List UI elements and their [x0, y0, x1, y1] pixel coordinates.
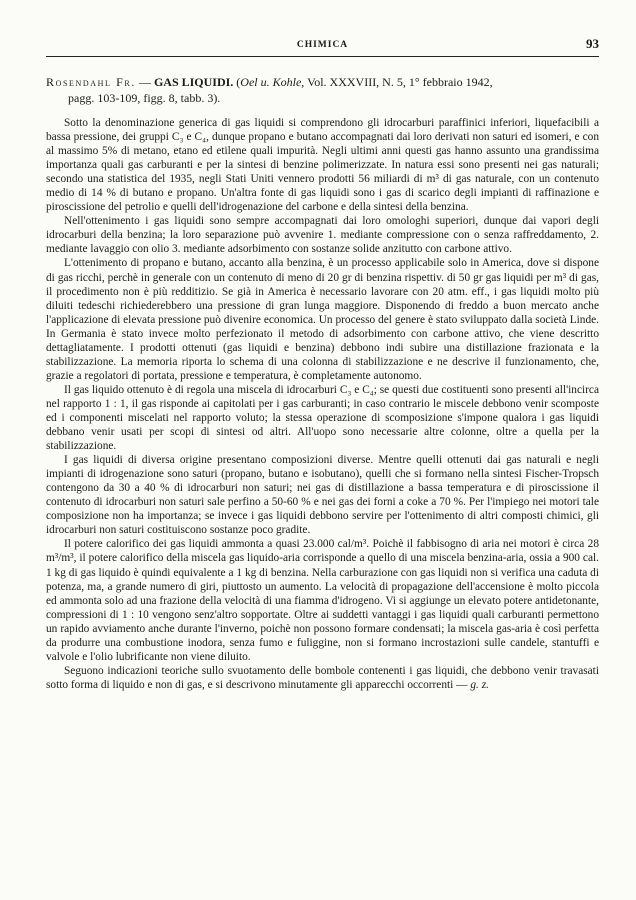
citation-source-open: ( — [233, 75, 241, 89]
citation-title: GAS LIQUIDI. — [153, 75, 234, 89]
paragraph-mixture: Il gas liquido ottenuto è di regola una miscela di idrocarburi C₃ e C₄; se questi due costituenti sono presenti all'incirca nel rapporto 1 : 1, il gas risponde ai capitolati per i gas carburanti; in caso contrario le miscele debbono venir scomposte ed i componenti miscelati nel rapporto voluto; la stessa operazione di scomposizione s'impone qualora i gas liquidi debbano venir usati per scopi di sintesi od altri. All'uopo sono necessarie altre colonne, oltre a quella per la stabilizzazione. — [46, 383, 599, 453]
author-initials: g. z. — [470, 678, 489, 691]
paragraph-production: L'ottenimento di propano e butano, accanto alla benzina, è un processo applicabile solo in America, dove si dispone di gas ricchi, perchè in generale con un contenuto di meno di 20 gr di benzina rispettiv. di 50 gr gas liquidi per m³ di gas, il procedimento non è più redditizio. Se già in America è necessario lavorare con 20 atm. eff., i gas liquidi molto più diluiti tedeschi richiederebbero una pressione di gran lunga maggiore. Disponendo di freddo a buon mercato anche l'applicazione di elevata pressione può divenire economica. Un processo del genere è stato sviluppato dalla società Linde. In Germania è stato invece molto perfezionato il metodo di adsorbimento con carbone attivo, che viene descritto dettagliatamente. I prodotti ottenuti (gas liquidi e benzina) debbono indi subire una distillazione frazionata e la stabilizzazione. La memoria riporta lo schema di una colonna di stabilizzazione e ne descrive il funzionamento, che, grazie a regolatori di portata, pressione e temperatura, è completamente autonomo. — [46, 257, 599, 382]
article-body — [46, 116, 599, 692]
citation-pages: pagg. 103-109, figg. 8, tabb. 3). — [68, 91, 221, 105]
paragraph-calorific-value: Il potere calorifico dei gas liquidi ammonta a quasi 23.000 cal/m³. Poichè il fabbisogno di aria nei motori è circa 28 m³/m³, il potere calorifico della miscela gas liquido-aria corrisponde a quello di una miscela benzina-aria, ossia a 900 cal. 1 kg di gas liquido è quindi equivalente a 1 kg di benzina. Nella carburazione con gas liquidi non si verifica una caduta di potenza, ma, a grande numero di giri, piuttosto un aumento. La velocità di propagazione dell'accensione è molto piccola ed ammonta solo ad una frazione della velocità di una fiamma d'idrogeno. Vi si aggiunge un elevato potere antidetonante, compressioni di 1 : 10 vengono senz'altro sopportate. Oltre ai suddetti vantaggi i gas liquidi quali carburanti permettono un rapido avviamento anche durante l'inverno, poichè non possono formare condensati; la miscela gas-aria è così perfetta da produrre una combustione inodora, senza fumo e fuliggine, non si formano incrostazioni sulle candele, stantuffi e valvole e l'olio lubrificante non viene diluito. — [46, 538, 599, 663]
page-number: 93 — [586, 36, 599, 51]
citation-author: Rosendahl Fr. — [46, 75, 136, 89]
closing-text: Seguono indicazioni teoriche sullo svuotamento delle bombole contenenti i gas liquidi, che debbono venir travasati sotto forma di liquido e non di gas, e si descrivono minutamente gli apparecchi occorrenti — — [46, 664, 599, 691]
citation-journal: Oel u. Kohle — [240, 75, 302, 89]
bibliographic-citation — [46, 74, 599, 106]
section-title: CHIMICA — [296, 40, 349, 50]
running-head — [46, 36, 599, 57]
citation-source-details: , Vol. XXXVIII, N. 5, 1° febbraio 1942, — [301, 75, 493, 89]
paragraph-composition: I gas liquidi di diversa origine presentano composizioni diverse. Mentre quelli ottenuti dai gas naturali e negli impianti di idrogenazione sono saturi (propano, butano e isobutano), quelli che si formano nella sintesi Fischer-Tropsch contengono da 30 a 40 % di idrocarburi non saturi; nei gas di distillazione a bassa temperatura e di piroscissione il contenuto di idrocarburi non saturi sale perfino a 50-60 % e nei gas dei forni a coke a 70 %. Per l'impiego nei motori tale composizione non ha importanza; se invece i gas liquidi debbono servire per l'ottenimento di altri composti chimici, gli idrocarburi non saturi costituiscono sostanze poco gradite. — [46, 454, 599, 537]
paragraph-separation: Nell'ottenimento i gas liquidi sono sempre accompagnati dai loro omologhi superiori, dunque dai vapori degli idrocarburi della benzina; la loro separazione può avvenire 1. mediante compressione con o senza raffreddamento, 2. mediante lavaggio con olio 3. mediante adsorbimento con sostanze solide anzitutto con carbone attivo. — [46, 215, 599, 256]
paragraph-definition: Sotto la denominazione generica di gas liquidi si comprendono gli idrocarburi paraffinici inferiori, liquefacibili a bassa pressione, dei gruppi C₃ e C₄, dunque propano e butano accompagnati dai loro derivati non saturi ed isomeri, e con al massimo 5% di metano, etano ed etilene quali impurità. Negli ultimi anni questi gas hanno assunto una grandissima importanza quali gas carburanti e per la sintesi di benzine polimerizzate. In natura essi sono presenti nei gas naturali; secondo una statistica del 1935, negli Stati Uniti vennero prodotti 56 miliardi di m³ di gas naturale, con un contenuto medio di 14 % di butano e propano. Un'altra fonte di gas liquidi sono i gas di scarico degli impianti di raffinazione e piroscissione del petrolio e quelli dell'idrogenazione del carbone e della sintesi della benzina. — [46, 117, 599, 214]
citation-dash: — — [135, 75, 154, 89]
paragraph-closing — [46, 664, 599, 692]
